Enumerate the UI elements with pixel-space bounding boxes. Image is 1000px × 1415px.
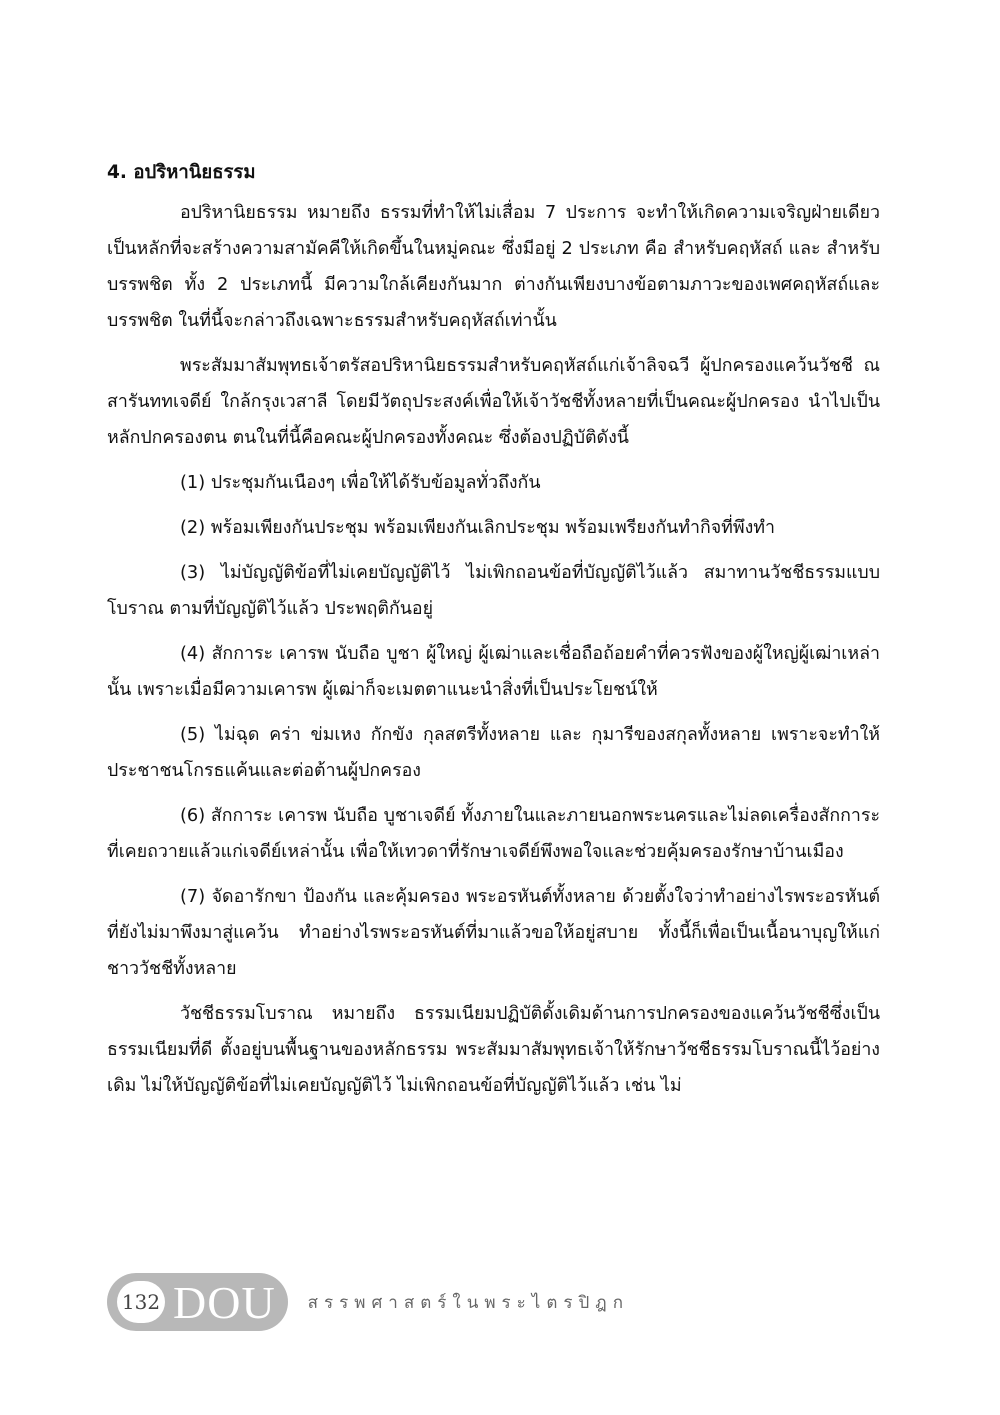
list-item-5: (5) ไม่ฉุด คร่า ข่มเหง กักขัง กุลสตรีทั้งหลาย และ กุมารีของสกุลทั้งหลาย เพราะจะทำให้ประชาชนโกรธแค้นและต่อต้านผู้ปกครอง (107, 724, 880, 781)
list-item-7: (7) จัดอารักขา ป้องกัน และคุ้มครอง พระอรหันต์ทั้งหลาย ด้วยตั้งใจว่าทำอย่างไรพระอรหันต์ที่ยังไม่มาพึงมาสู่แคว้น ทำอย่างไรพระอรหันต์ที่มาแล้วขอให้อยู่สบาย ทั้งนี้ก็เพื่อเป็นเนื้อนาบุญให้แก่ชาววัชชีทั้งหลาย (107, 886, 880, 979)
page-number: 132 (117, 1281, 165, 1323)
list-item-4: (4) สักการะ เคารพ นับถือ บูชา ผู้ใหญ่ ผู้เฒ่าและเชื่อถือถ้อยคำที่ควรฟังของผู้ใหญ่ผู้เฒ่าเหล่านั้น เพราะเมื่อมีความเคารพ ผู้เฒ่าก็จะเมตตาแนะนำสิ่งที่เป็นประโยชน์ให้ (107, 643, 880, 700)
section-heading: 4. อปริหานิยธรรม (107, 162, 256, 183)
footer-badge (107, 1273, 288, 1331)
page-footer (107, 1272, 629, 1332)
list-item-2: (2) พร้อมเพียงกันประชุม พร้อมเพียงกันเลิกประชุม พร้อมเพรียงกันทำกิจที่พึงทำ (180, 517, 775, 538)
paragraph-vajji-tradition: วัชชีธรรมโบราณ หมายถึง ธรรมเนียมปฏิบัติดั้งเดิมด้านการปกครองของแคว้นวัชชีซึ่งเป็นธรรมเนียมที่ดี ตั้งอยู่บนพื้นฐานของหลักธรรม พระสัมมาสัมพุทธเจ้าให้รักษาวัชชีธรรมโบราณนี้ไว้อย่างเดิม ไม่ให้บัญญัติข้อที่ไม่เคยบัญญัติไว้ ไม่เพิกถอนข้อที่บัญญัติไว้แล้ว เช่น ไม่ (107, 1003, 880, 1096)
page-body (107, 155, 880, 1113)
paragraph-context: พระสัมมาสัมพุทธเจ้าตรัสอปริหานิยธรรมสำหรับคฤหัสถ์แก่เจ้าลิจฉวี ผู้ปกครองแคว้นวัชชี ณ สารันททเจดีย์ ใกล้กรุงเวสาลี โดยมีวัตถุประสงค์เพื่อให้เจ้าวัชชีทั้งหลายที่เป็นคณะผู้ปกครอง นำไปเป็นหลักปกครองตน ตนในที่นี้คือคณะผู้ปกครองทั้งคณะ ซึ่งต้องปฏิบัติดังนี้ (107, 355, 880, 448)
list-item-3: (3) ไม่บัญญัติข้อที่ไม่เคยบัญญัติไว้ ไม่เพิกถอนข้อที่บัญญัติไว้แล้ว สมาทานวัชชีธรรมแบบโบราณ ตามที่บัญญัติไว้แล้ว ประพฤติกันอยู่ (107, 562, 880, 619)
dou-logo: DOU (173, 1276, 276, 1328)
paragraph-definition: อปริหานิยธรรม หมายถึง ธรรมที่ทำให้ไม่เสื่อม 7 ประการ จะทำให้เกิดความเจริญฝ่ายเดียว เป็นหลักที่จะสร้างความสามัคคีให้เกิดขึ้นในหมู่คณะ ซึ่งมีอยู่ 2 ประเภท คือ สำหรับคฤหัสถ์ และ สำหรับบรรพชิต ทั้ง 2 ประเภทนี้ มีความใกล้เคียงกันมาก ต่างกันเพียงบางข้อตามภาวะของเพศคฤหัสถ์และบรรพชิต ในที่นี้จะกล่าวถึงเฉพาะธรรมสำหรับคฤหัสถ์เท่านั้น (107, 202, 880, 331)
list-item-6: (6) สักการะ เคารพ นับถือ บูชาเจดีย์ ทั้งภายในและภายนอกพระนครและไม่ลดเครื่องสักการะที่เคยถวายแล้วแก่เจดีย์เหล่านั้น เพื่อให้เทวดาที่รักษาเจดีย์พึงพอใจและช่วยคุ้มครองรักษาบ้านเมือง (107, 805, 880, 862)
list-item-1: (1) ประชุมกันเนืองๆ เพื่อให้ได้รับข้อมูลทั่วถึงกัน (180, 472, 541, 493)
book-title: สรรพศาสตร์ในพระไตรปิฎก (307, 1292, 630, 1313)
